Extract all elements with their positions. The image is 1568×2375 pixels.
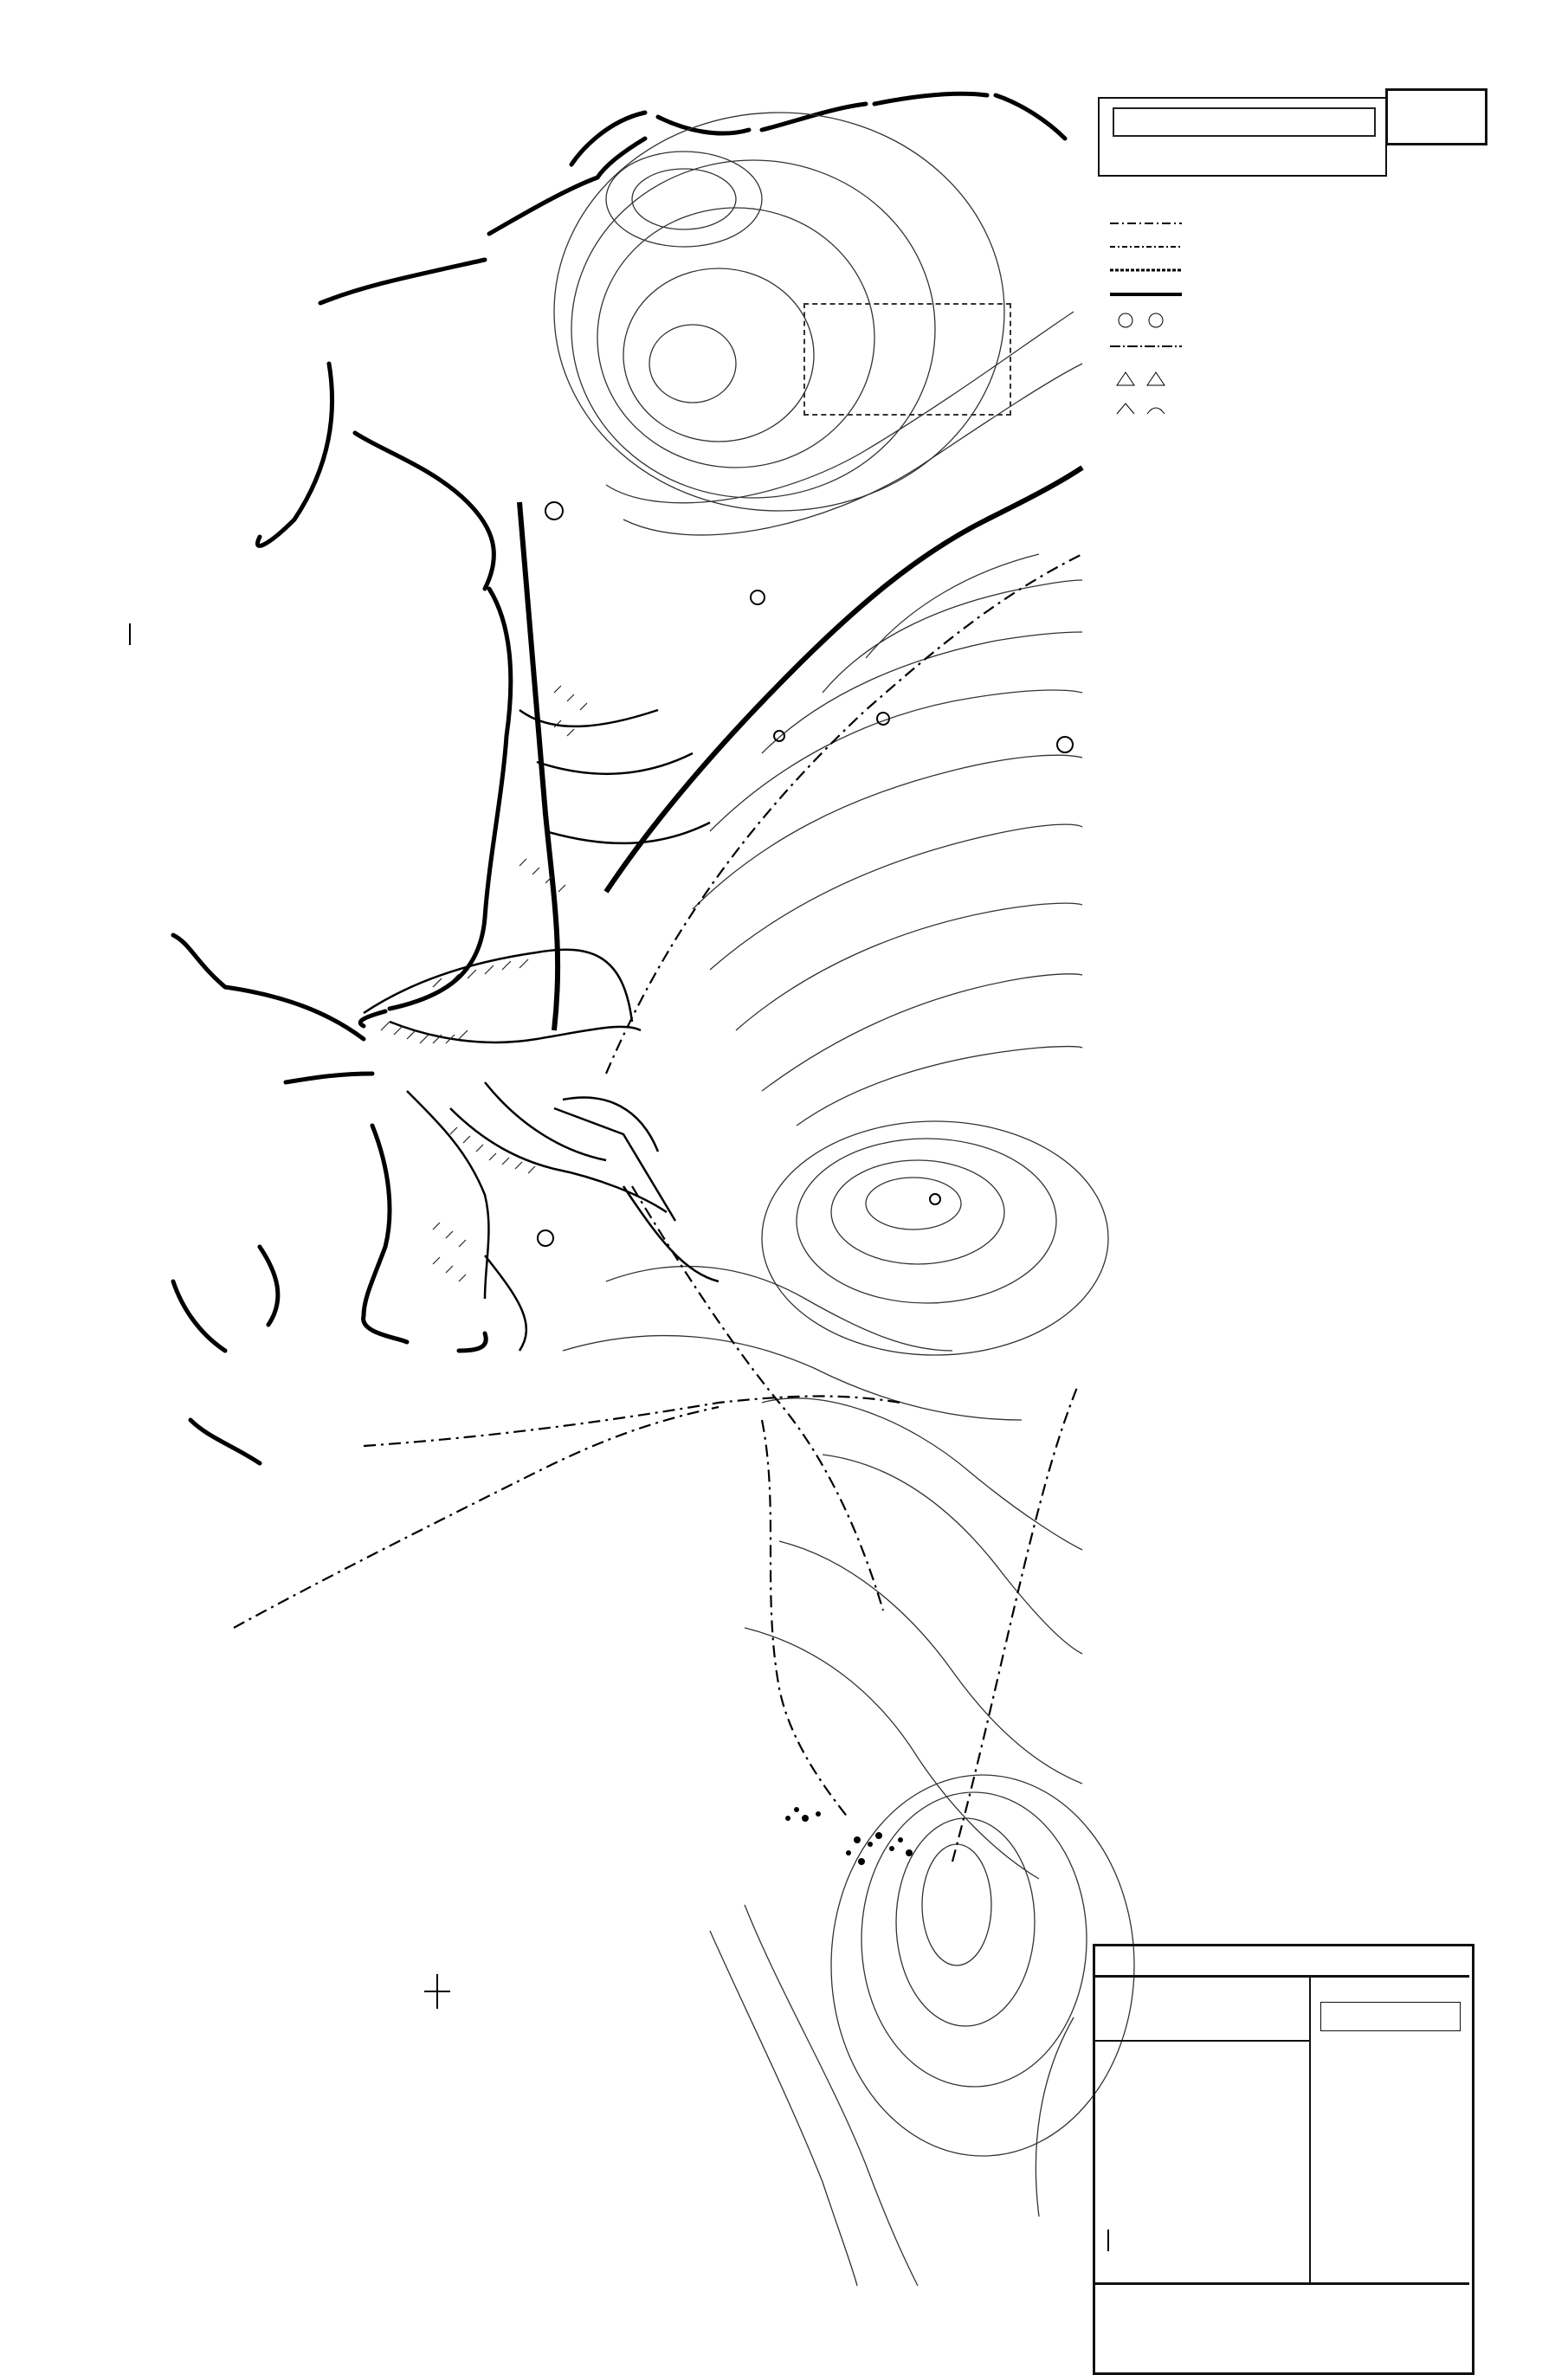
- title-block-divider: [1309, 1975, 1311, 2282]
- legend-symbols: [1108, 208, 1186, 442]
- contour-lines: [554, 113, 1134, 2286]
- team-name: [1320, 2002, 1461, 2031]
- main-road: [519, 468, 1082, 1030]
- metadata-cell: [1093, 1975, 1311, 2042]
- coastline: [173, 94, 1065, 1463]
- crop-marks: [130, 623, 1108, 2251]
- content-row: [1093, 2282, 1469, 2285]
- approval-stamp: [803, 303, 1011, 416]
- town-streets: [364, 710, 719, 1351]
- plan-heading: [1093, 1944, 1469, 1978]
- team-label-cell: [1309, 1975, 1469, 2001]
- ministry-stamp-title: [1113, 107, 1376, 137]
- sheet-code-box: [1385, 88, 1487, 145]
